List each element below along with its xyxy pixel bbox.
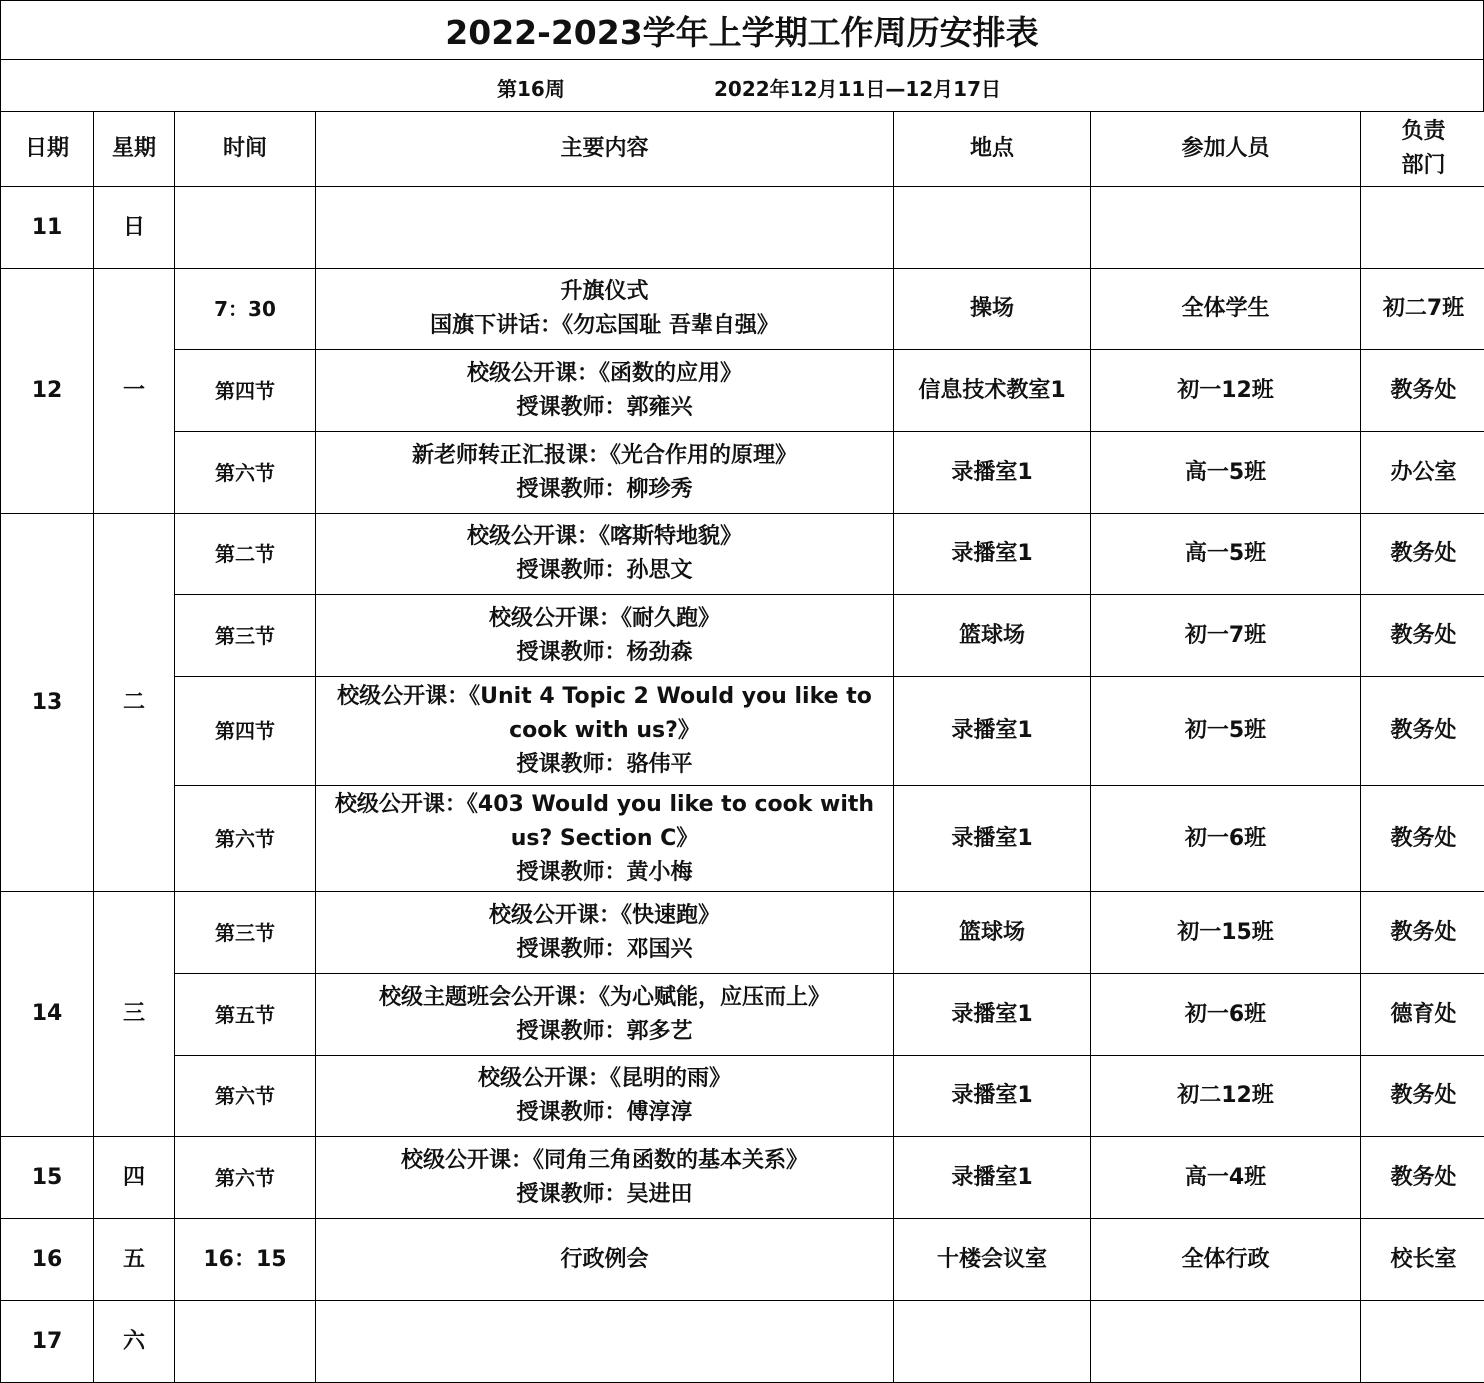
- content-cell: 校级公开课：《同角三角函数的基本关系》 授课教师：吴进田: [316, 1137, 894, 1219]
- people-cell: 全体行政: [1091, 1219, 1361, 1301]
- people-cell: 初二12班: [1091, 1056, 1361, 1137]
- table-row: [1, 350, 1484, 432]
- people-cell: 高一5班: [1091, 514, 1361, 595]
- content-cell: 升旗仪式 国旗下讲话：《勿忘国耻 吾辈自强》: [316, 269, 894, 350]
- schedule-table: [0, 111, 1484, 1383]
- time-cell: 第四节: [175, 677, 316, 786]
- weekday-cell: 三: [94, 892, 175, 1137]
- time-cell: 第六节: [175, 1137, 316, 1219]
- table-row: [1, 1219, 1484, 1301]
- time-cell: 第六节: [175, 786, 316, 892]
- place-cell: [894, 187, 1091, 269]
- table-row: [1, 432, 1484, 514]
- date-cell: 14: [1, 892, 94, 1137]
- dept-cell: 德育处: [1361, 974, 1484, 1056]
- place-cell: 信息技术教室1: [894, 350, 1091, 432]
- table-row: [1, 269, 1484, 350]
- time-cell: [175, 187, 316, 269]
- date-cell: 11: [1, 187, 94, 269]
- place-cell: 录播室1: [894, 677, 1091, 786]
- table-row: [1, 595, 1484, 677]
- dept-cell: 教务处: [1361, 677, 1484, 786]
- date-cell: 16: [1, 1219, 94, 1301]
- table-row: [1, 677, 1484, 786]
- date-cell: 15: [1, 1137, 94, 1219]
- table-header-row: [1, 112, 1484, 187]
- dept-cell: 办公室: [1361, 432, 1484, 514]
- dept-cell: 初二7班: [1361, 269, 1484, 350]
- content-cell: [316, 1301, 894, 1383]
- dept-cell: 教务处: [1361, 514, 1484, 595]
- content-cell: 校级公开课：《函数的应用》 授课教师：郭雍兴: [316, 350, 894, 432]
- time-cell: 第六节: [175, 432, 316, 514]
- table-row: [1, 187, 1484, 269]
- week-info: [0, 59, 1484, 111]
- header-people: 参加人员: [1091, 112, 1361, 187]
- place-cell: 十楼会议室: [894, 1219, 1091, 1301]
- content-cell: 校级公开课：《403 Would you like to cook with us? Section C》 授课教师：黄小梅: [316, 786, 894, 892]
- header-content: 主要内容: [316, 112, 894, 187]
- header-place: 地点: [894, 112, 1091, 187]
- header-weekday: 星期: [94, 112, 175, 187]
- table-row: [1, 514, 1484, 595]
- time-cell: 第二节: [175, 514, 316, 595]
- weekday-cell: 六: [94, 1301, 175, 1383]
- date-cell: 12: [1, 269, 94, 514]
- dept-cell: [1361, 187, 1484, 269]
- content-cell: 校级公开课：《喀斯特地貌》 授课教师：孙思文: [316, 514, 894, 595]
- table-row: [1, 786, 1484, 892]
- time-cell: 第六节: [175, 1056, 316, 1137]
- weekday-cell: 四: [94, 1137, 175, 1219]
- place-cell: 录播室1: [894, 1137, 1091, 1219]
- people-cell: 初一6班: [1091, 974, 1361, 1056]
- table-row: [1, 1056, 1484, 1137]
- table-row: [1, 892, 1484, 974]
- people-cell: [1091, 1301, 1361, 1383]
- time-cell: 第三节: [175, 892, 316, 974]
- table-row: [1, 1301, 1484, 1383]
- time-cell: [175, 1301, 316, 1383]
- time-cell: 第四节: [175, 350, 316, 432]
- people-cell: 初一5班: [1091, 677, 1361, 786]
- dept-cell: 教务处: [1361, 1137, 1484, 1219]
- people-cell: 初一15班: [1091, 892, 1361, 974]
- time-cell: 第五节: [175, 974, 316, 1056]
- week-date-range: 2022年12月11日—12月17日: [714, 73, 1001, 102]
- dept-cell: 教务处: [1361, 892, 1484, 974]
- dept-cell: [1361, 1301, 1484, 1383]
- date-cell: 17: [1, 1301, 94, 1383]
- time-cell: 第三节: [175, 595, 316, 677]
- content-cell: [316, 187, 894, 269]
- header-date: 日期: [1, 112, 94, 187]
- place-cell: 录播室1: [894, 974, 1091, 1056]
- content-cell: 行政例会: [316, 1219, 894, 1301]
- dept-cell: 教务处: [1361, 786, 1484, 892]
- weekday-cell: 五: [94, 1219, 175, 1301]
- date-cell: 13: [1, 514, 94, 892]
- weekday-cell: 日: [94, 187, 175, 269]
- content-cell: 校级公开课：《Unit 4 Topic 2 Would you like to cook with us?》 授课教师：骆伟平: [316, 677, 894, 786]
- people-cell: 初一7班: [1091, 595, 1361, 677]
- place-cell: [894, 1301, 1091, 1383]
- people-cell: 初一6班: [1091, 786, 1361, 892]
- place-cell: 篮球场: [894, 892, 1091, 974]
- dept-cell: 教务处: [1361, 350, 1484, 432]
- place-cell: 操场: [894, 269, 1091, 350]
- content-cell: 新老师转正汇报课：《光合作用的原理》 授课教师：柳珍秀: [316, 432, 894, 514]
- content-cell: 校级公开课：《昆明的雨》 授课教师：傅淳淳: [316, 1056, 894, 1137]
- table-row: [1, 1137, 1484, 1219]
- people-cell: [1091, 187, 1361, 269]
- people-cell: 高一4班: [1091, 1137, 1361, 1219]
- place-cell: 录播室1: [894, 432, 1091, 514]
- table-row: [1, 974, 1484, 1056]
- header-time: 时间: [175, 112, 316, 187]
- people-cell: 初一12班: [1091, 350, 1361, 432]
- place-cell: 篮球场: [894, 595, 1091, 677]
- header-dept: 负责 部门: [1361, 112, 1484, 187]
- people-cell: 全体学生: [1091, 269, 1361, 350]
- place-cell: 录播室1: [894, 1056, 1091, 1137]
- content-cell: 校级公开课：《快速跑》 授课教师：邓国兴: [316, 892, 894, 974]
- content-cell: 校级公开课：《耐久跑》 授课教师：杨劲森: [316, 595, 894, 677]
- people-cell: 高一5班: [1091, 432, 1361, 514]
- weekday-cell: 一: [94, 269, 175, 514]
- place-cell: 录播室1: [894, 786, 1091, 892]
- place-cell: 录播室1: [894, 514, 1091, 595]
- dept-cell: 教务处: [1361, 1056, 1484, 1137]
- dept-cell: 教务处: [1361, 595, 1484, 677]
- sheet-title: 2022-2023学年上学期工作周历安排表: [0, 0, 1484, 59]
- weekday-cell: 二: [94, 514, 175, 892]
- dept-cell: 校长室: [1361, 1219, 1484, 1301]
- week-number: 第16周: [497, 73, 565, 102]
- time-cell: 7：30: [175, 269, 316, 350]
- content-cell: 校级主题班会公开课：《为心赋能，应压而上》 授课教师：郭多艺: [316, 974, 894, 1056]
- time-cell: 16：15: [175, 1219, 316, 1301]
